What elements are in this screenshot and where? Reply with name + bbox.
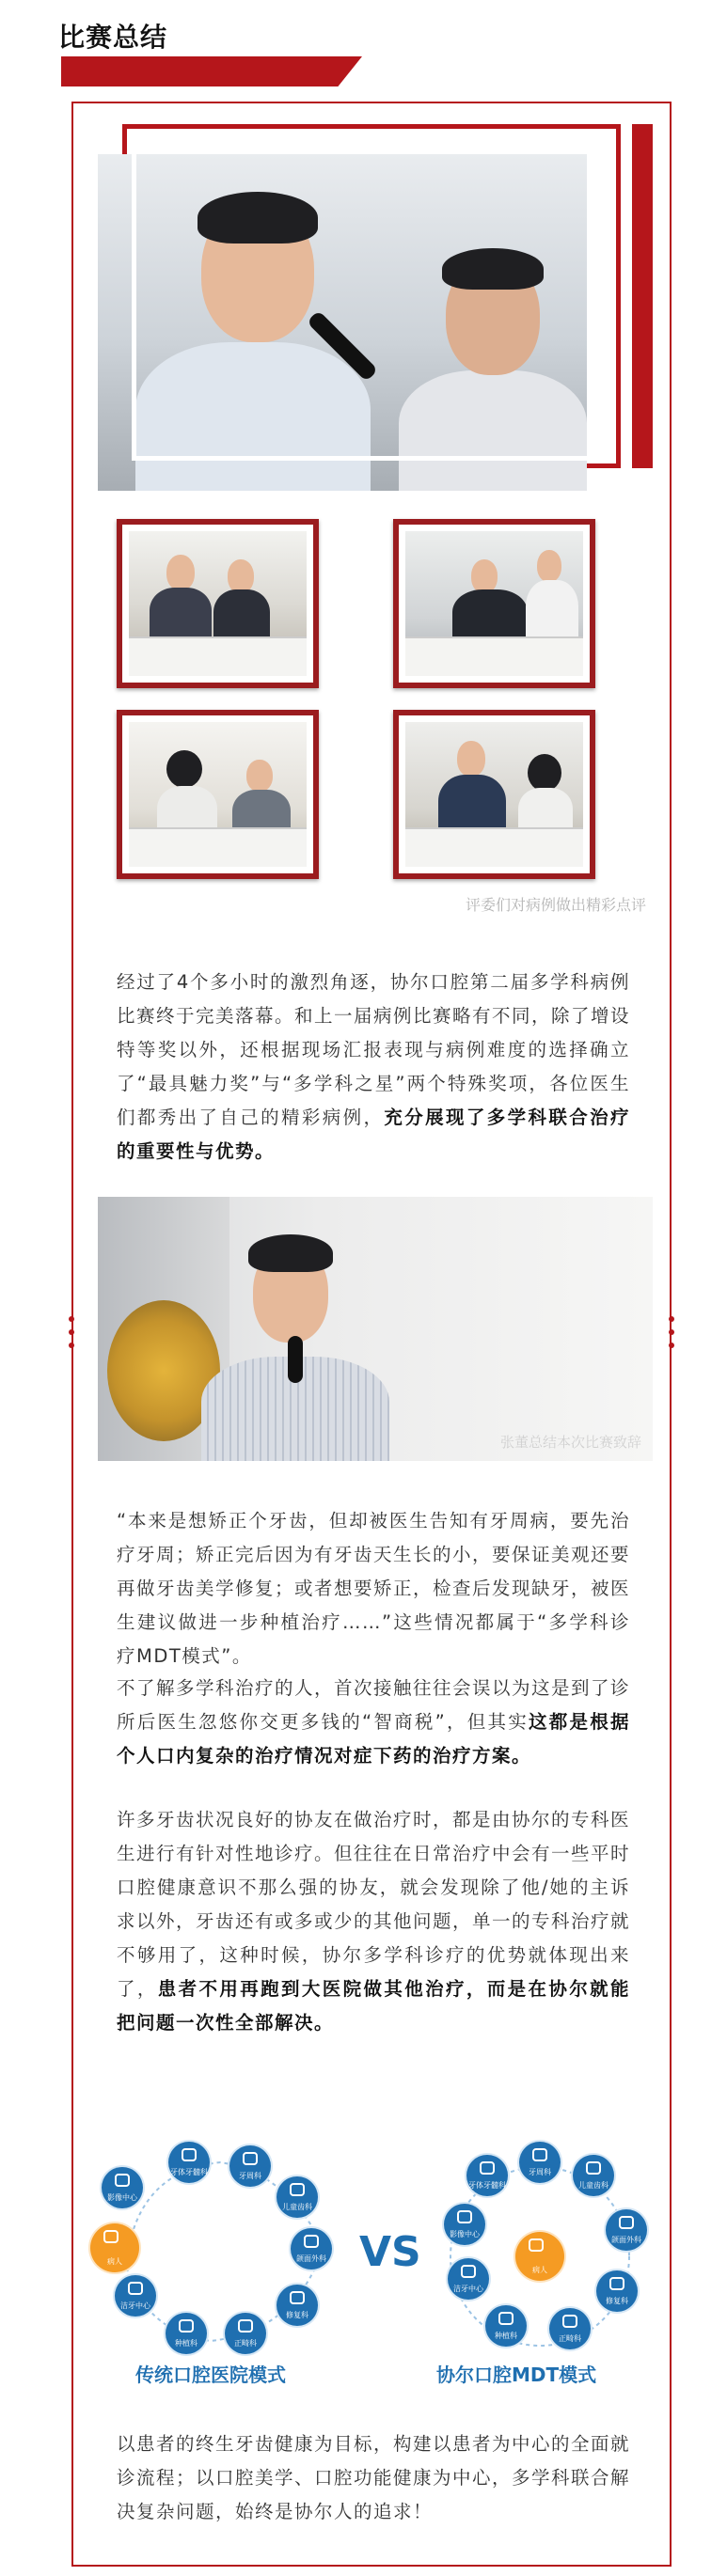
paragraph-4-text: 许多牙齿状况良好的协友在做治疗时，都是由协尔的专科医生进行有针对性地诊疗。但往往在日常治疗中会有一些平时口腔健康意识不那么强的协友，就会发现除了他/她的主诉求以外，牙齿还有或多或少的其他问题，单一的专科治疗就不够用了，这种时候，协尔多学科诊疗的优势就体现出来了， <box>117 1809 631 2000</box>
right-node-7: 洁牙中心 <box>448 2258 489 2300</box>
photos-caption: 评委们对病例做出精彩点评 <box>465 896 646 914</box>
left-node-2: 牙周科 <box>229 2145 271 2187</box>
paragraph-4 <box>117 1803 630 2040</box>
left-edge-dots <box>69 1316 74 1356</box>
title-underline-bar <box>61 56 362 86</box>
mdt-model-label: 协尔口腔MDT模式 <box>436 2364 597 2386</box>
paragraph-4-bold: 患者不用再跑到大医院做其他治疗，而是在协尔就能把问题一次性全部解决。 <box>117 1978 630 2034</box>
paragraph-1-bold: 充分展现了多学科联合治疗的重要性与优势。 <box>117 1107 630 1162</box>
right-node-0: 牙体牙髓科 <box>466 2155 508 2196</box>
paragraph-2: “本来是想矫正个牙齿，但却被医生告知有牙周病，要先治疗牙周；矫正完后因为有牙齿天生长的小，要保证美观还要再做牙齿美学修复；或者想要矫正，检查后发现缺牙，被医生建议做进一步种植治疗……”这些情况都属于“多学科诊疗MDT模式”。 <box>117 1510 631 1667</box>
paragraph-1-text: 经过了4个多小时的激烈角逐，协尔口腔第二届多学科病例比赛终于完美落幕。和上一届病例比赛略有不同，除了增设特等奖以外，还根据现场汇报表现与病例难度的选择确立了“最具魅力奖”与“多学科之星”两个特殊奖项，各位医生们都秀出了自己的精彩病例， <box>117 971 631 1128</box>
right-node-4: 修复科 <box>596 2270 638 2312</box>
right-node-2: 儿童齿科 <box>573 2155 614 2196</box>
left-patient-node: 病人 <box>90 2223 139 2272</box>
paragraph-3-bold: 这都是根据个人口内复杂的治疗情况对症下药的治疗方案。 <box>117 1711 630 1767</box>
left-node-6: 正畸科 <box>225 2313 266 2354</box>
left-node-7: 种植科 <box>166 2313 207 2354</box>
section-title: 比赛总结 <box>58 22 168 53</box>
paragraph-5: 以患者的终生牙齿健康为目标，构建以患者为中心的全面就诊流程；以口腔美学、口腔功能健康为中心，多学科联合解决复杂问题，始终是协尔人的追求！ <box>117 2433 631 2522</box>
right-node-6: 种植科 <box>485 2305 527 2347</box>
speaker-photo <box>98 1197 653 1461</box>
paragraph-1 <box>117 966 630 1169</box>
hero-photo-red-bar <box>632 124 653 468</box>
mdt-comparison-diagram <box>98 2134 653 2397</box>
right-node-8: 影像中心 <box>444 2204 485 2245</box>
left-node-8: 洁牙中心 <box>115 2275 156 2317</box>
right-patient-node: 病人 <box>515 2232 564 2281</box>
right-node-3: 颌面外科 <box>606 2209 647 2251</box>
vs-label: VS <box>359 2228 421 2276</box>
left-node-5: 修复科 <box>277 2285 318 2326</box>
left-node-4: 颌面外科 <box>291 2228 332 2270</box>
paragraph-3 <box>117 1672 630 1773</box>
judges-photo-1 <box>117 519 319 688</box>
right-node-1: 牙周科 <box>519 2142 561 2183</box>
speaker-caption: 张董总结本次比赛致辞 <box>499 1434 641 1451</box>
left-node-1: 牙体牙髓科 <box>168 2142 210 2183</box>
paragraph-3-text: 不了解多学科治疗的人，首次接触往往会误以为这是到了诊所后医生忽悠你交更多钱的“智商税”，但其实 <box>117 1677 631 1733</box>
right-edge-dots <box>669 1316 674 1356</box>
traditional-model-label: 传统口腔医院模式 <box>135 2364 286 2386</box>
hero-photo-white-frame <box>132 143 593 461</box>
judges-photo-2 <box>393 519 595 688</box>
judges-photo-3 <box>117 710 319 879</box>
left-node-0: 影像中心 <box>102 2167 143 2208</box>
right-node-5: 正畸科 <box>549 2308 591 2349</box>
left-node-3: 儿童齿科 <box>277 2176 318 2218</box>
judges-photo-4 <box>393 710 595 879</box>
